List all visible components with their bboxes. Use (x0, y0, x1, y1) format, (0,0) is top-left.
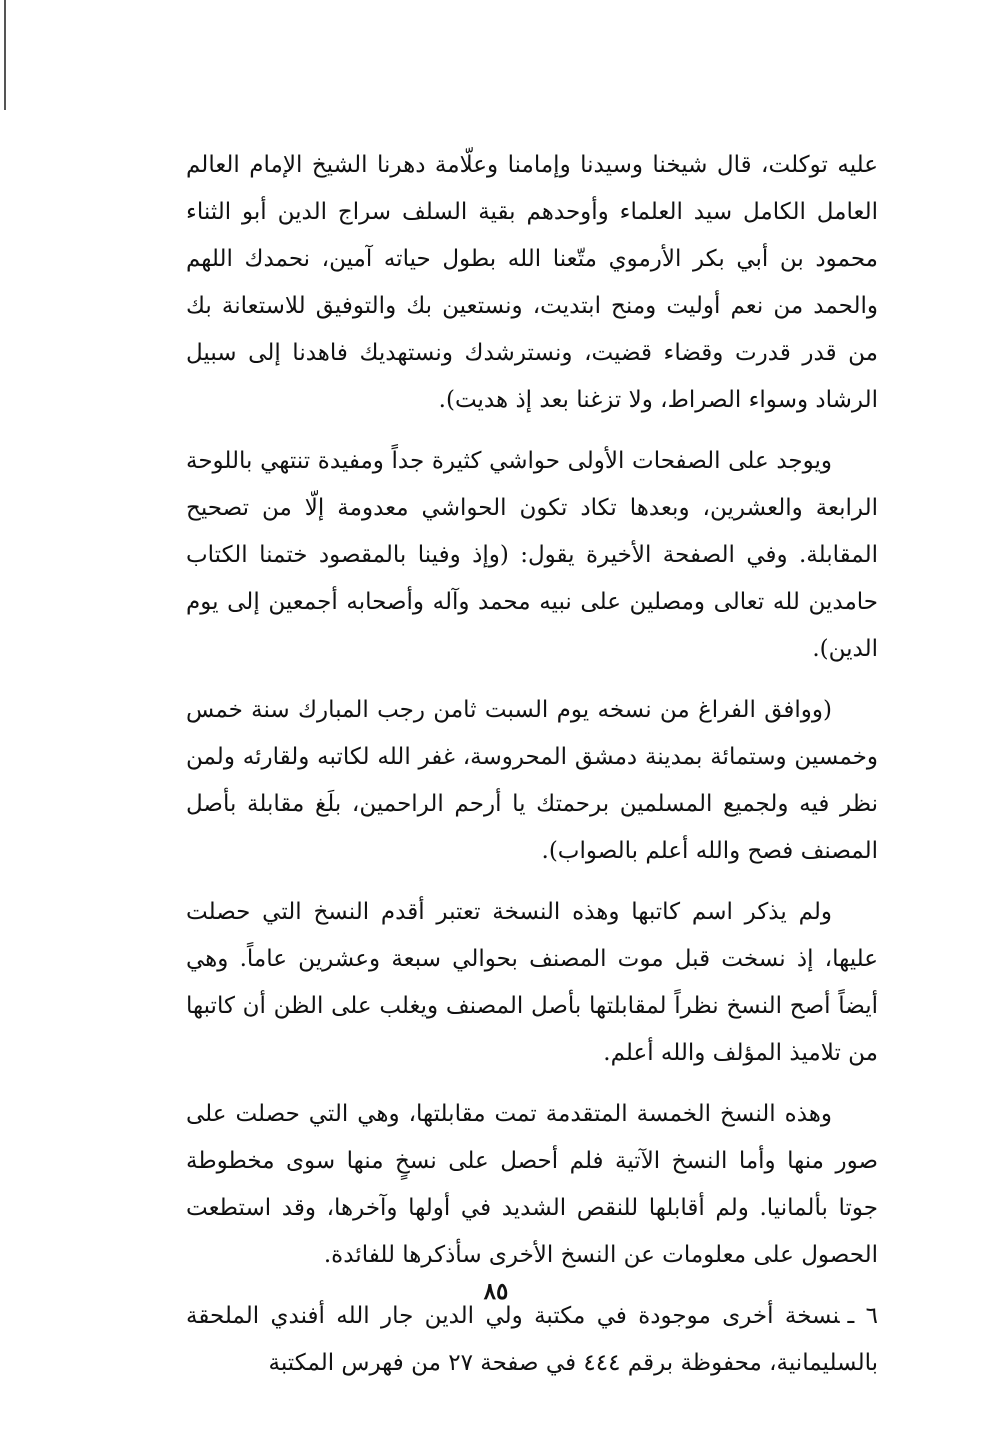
list-item-6 (186, 1293, 878, 1387)
list-item-text: نسخة أخرى موجودة في مكتبة ولي الدين جار الله أفندي الملحقة بالسليمانية، محفوظة برقم ٤٤٤ في صفحة ٢٧ من فهرس المكتبة (186, 1303, 878, 1376)
paragraph-3: (ووافق الفراغ من نسخه يوم السبت ثامن رجب المبارك سنة خمس وخمسين وستمائة بمدينة دمشق المحروسة، غفر الله لكاتبه ولقارئه ولمن نظر فيه ولجميع المسلمين برحمتك يا أرحم الراحمين، بلَغ مقابلة بأصل المصنف فصح والله أعلم بالصواب). (186, 697, 878, 864)
paragraph-1: عليه توكلت، قال شيخنا وسيدنا وإمامنا وعلّامة دهرنا الشيخ الإمام العالم العامل الكامل سيد العلماء وأوحدهم بقية السلف سراج الدين أبو الثناء محمود بن أبي بكر الأرموي متّعنا الله بطول حياته آمين، نحمدك اللهم والحمد من نعم أوليت ومنح ابتديت، ونستعين بك والتوفيق للاستعانة بك من قدر قدرت وقضاء قضيت، ونسترشدك ونستهديك فاهدنا إلى سبيل الرشاد وسواء الصراط، ولا تزغنا بعد إذ هديت). (186, 152, 878, 413)
page-body (186, 142, 878, 1387)
paragraph-2: ويوجد على الصفحات الأولى حواشي كثيرة جداً ومفيدة تنتهي باللوحة الرابعة والعشرين، وبعدها تكاد تكون الحواشي معدومة إلّا من تصحيح المقابلة. وفي الصفحة الأخيرة يقول: (وإذ وفينا بالمقصود ختمنا الكتاب حامدين لله تعالى ومصلين على نبيه محمد وآله وأصحابه أجمعين إلى يوم الدين). (186, 448, 878, 662)
paragraph-5: وهذه النسخ الخمسة المتقدمة تمت مقابلتها، وهي التي حصلت على صور منها وأما النسخ الآتية فلم أحصل على نسخٍ منها سوى مخطوطة جوتا بألمانيا. ولم أقابلها للنقص الشديد في أولها وآخرها، وقد استطعت الحصول على معلومات عن النسخ الأخرى سأذكرها للفائدة. (186, 1101, 878, 1268)
page-number: ٨٥ (483, 1278, 509, 1305)
paragraph-4: ولم يذكر اسم كاتبها وهذه النسخة تعتبر أقدم النسخ التي حصلت عليها، إذ نسخت قبل موت المصنف بحوالي سبعة وعشرين عاماً. وهي أيضاً أصح النسخ نظراً لمقابلتها بأصل المصنف ويغلب على الظن أن كاتبها من تلاميذ المؤلف والله أعلم. (186, 899, 878, 1066)
list-item-number: ٦ ـ (847, 1303, 878, 1329)
scan-edge-line (4, 0, 6, 110)
